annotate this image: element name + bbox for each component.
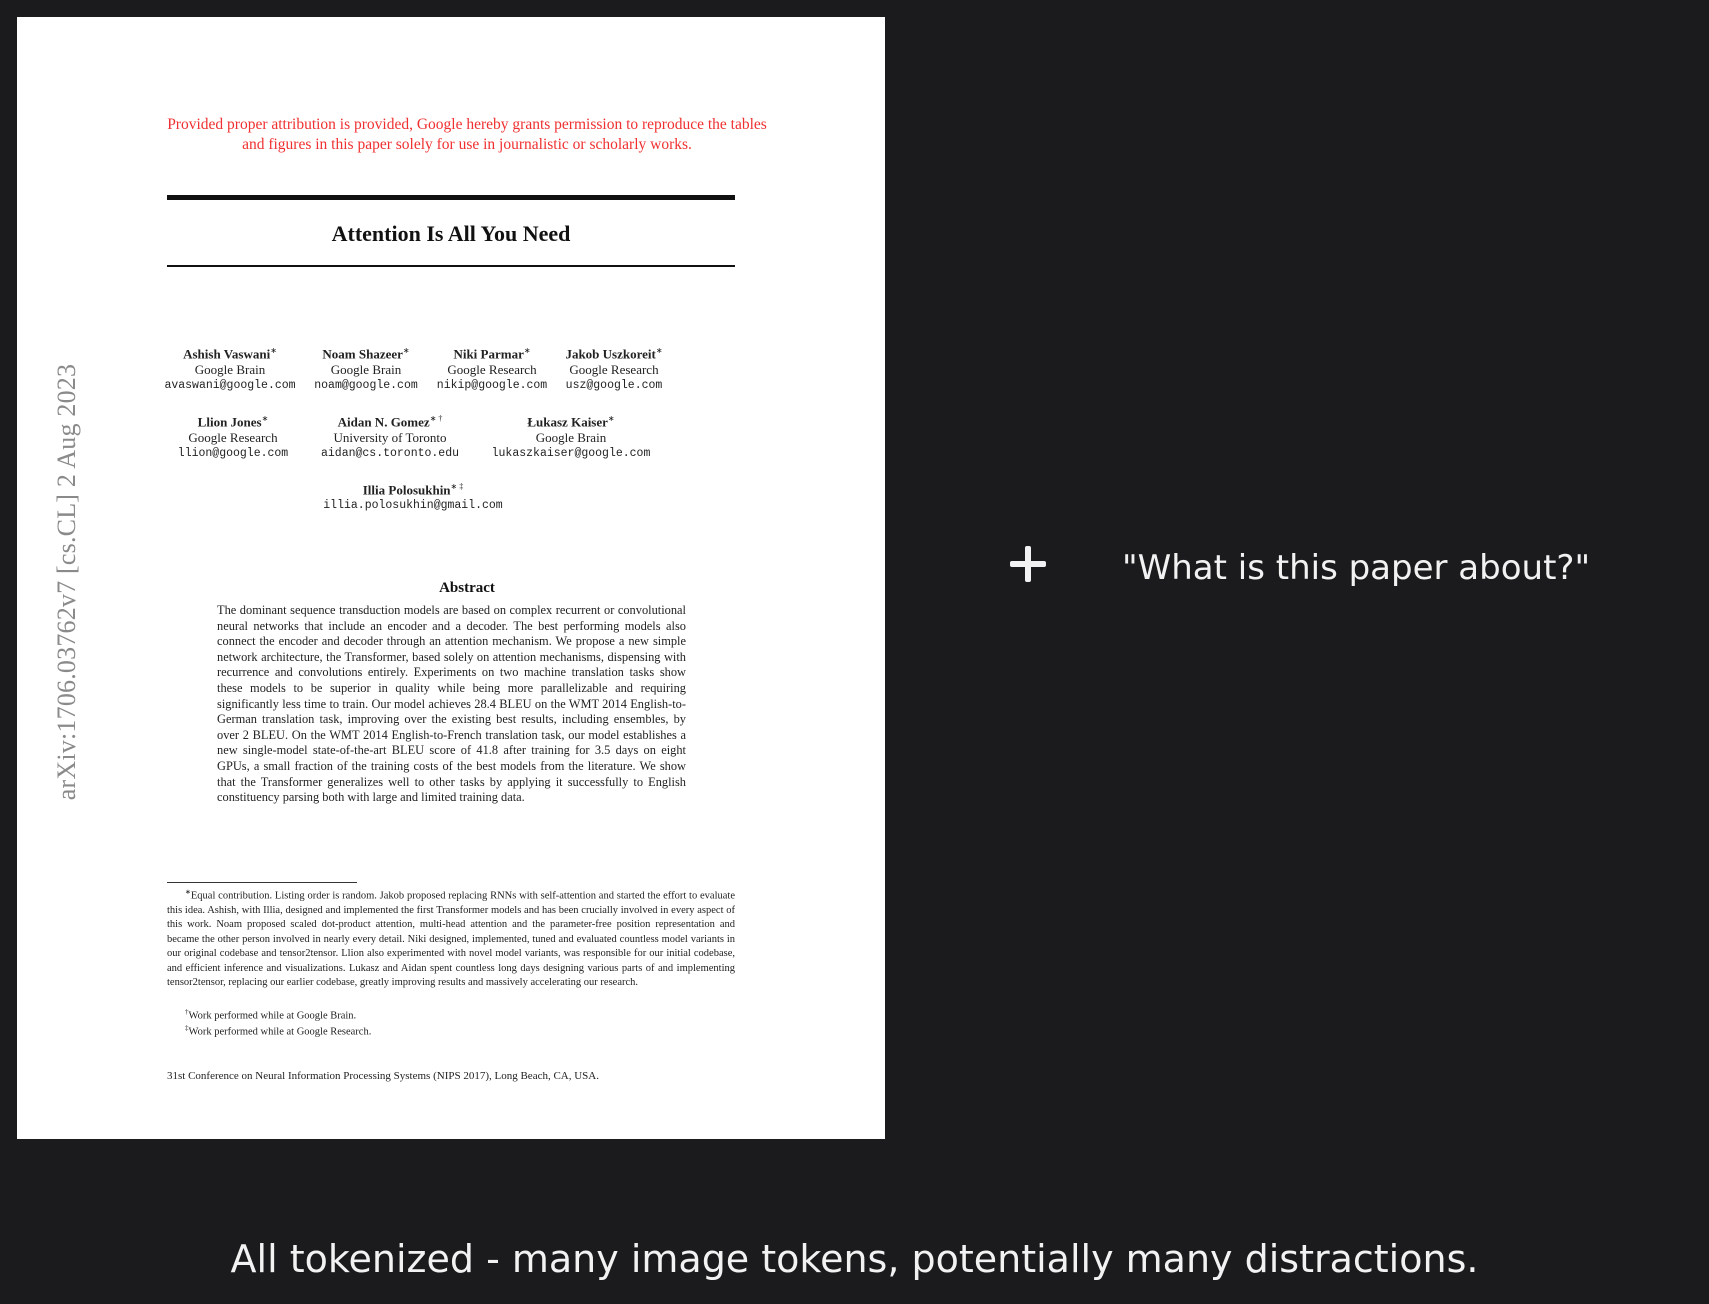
footnote-text: Equal contribution. Listing order is random. Jakob proposed replacing RNNs with self-attention and started the effort to evaluate this idea. Ashish, with Illia, designed and implemented the first Transformer models and has been crucially involved in every aspect of this work. Noam proposed scaled dot-product attention, multi-head attention and the parameter-free position representation and became the other person involved in nearly every detail. Niki designed, implemented, tuned and evaluated countless model variants in our original codebase and tensor2tensor. Llion also experimented with novel model variants, was responsible for our initial codebase, and efficient inference and visualizations. Lukasz and Aidan spent countless long days designing various parts of and implementing tensor2tensor, replacing our earlier codebase, greatly improving results and massively accelerating our research. — [167, 890, 735, 988]
abstract-text: The dominant sequence transduction models are based on complex recurrent or convolutional neural networks that include an encoder and a decoder. The best performing models also connect the encoder and decoder through an attention mechanism. We propose a new simple network architecture, the Transformer, based solely on attention mechanisms, dispensing with recurrence and convolutions entirely. Experiments on two machine translation tasks show these models to be superior in quality while being more parallelizable and requiring significantly less time to train. Our model achieves 28.4 BLEU on the WMT 2014 English-to-German translation task, improving over the existing best results, including ensembles, by over 2 BLEU. On the WMT 2014 English-to-French translation task, our model establishes a new single-model state-of-the-art BLEU score of 41.8 after training for 3.5 days on eight GPUs, a small fraction of the training costs of the best models from the literature. We show that the Transformer generalizes well to other tasks by applying it successfully to English constituency parsing both with large and limited training data. — [217, 603, 686, 805]
author-block — [323, 479, 502, 514]
author-block — [164, 343, 295, 394]
footnote-rule — [167, 882, 357, 883]
author-name: Ashish Vaswani — [183, 346, 271, 362]
footnote-mark: ∗ — [185, 888, 191, 896]
caption-text: All tokenized - many image tokens, potentially many distractions. — [230, 1237, 1479, 1281]
author-mark: ∗ — [655, 346, 663, 355]
author-affiliation: Google Brain — [330, 362, 402, 378]
author-affiliation: Google Research — [447, 362, 537, 378]
author-affiliation: Google Brain — [194, 362, 266, 378]
author-affiliation: Google Research — [569, 362, 659, 378]
footnote-text: Work performed while at Google Research. — [188, 1026, 372, 1038]
footnote-equal-contribution — [167, 885, 735, 990]
author-name: Jakob Uszkoreit — [565, 346, 656, 362]
author-mark: ∗ — [523, 346, 531, 355]
author-mark: ∗ — [607, 414, 615, 423]
author-mark: ∗ — [270, 346, 277, 355]
author-email: noam@google.com — [314, 379, 418, 393]
author-email: nikip@google.com — [436, 379, 548, 393]
author-mark: ∗ — [402, 346, 410, 355]
author-block — [314, 343, 418, 394]
author-email: aidan@cs.toronto.edu — [320, 447, 460, 461]
author-affiliation: Google Brain — [535, 430, 607, 446]
footnote-text: Work performed while at Google Brain. — [188, 1010, 357, 1022]
question-text: "What is this paper about?" — [1122, 548, 1591, 588]
author-mark: ∗ — [261, 414, 269, 423]
author-block — [492, 411, 651, 462]
paper-title: Attention Is All You Need — [331, 221, 571, 246]
author-affiliation: University of Toronto — [333, 430, 447, 446]
author-block — [178, 411, 288, 462]
author-affiliation: Google Research — [188, 430, 278, 446]
author-name: Illia Polosukhin — [362, 482, 451, 498]
plus-icon — [1010, 546, 1046, 582]
author-email: illia.polosukhin@gmail.com — [323, 499, 503, 513]
footnote-mark: ‡ — [185, 1024, 189, 1032]
title-rule-bottom — [167, 265, 735, 267]
author-name: Łukasz Kaiser — [527, 414, 608, 430]
author-email: avaswani@google.com — [164, 379, 296, 393]
permission-notice: Provided proper attribution is provided, Google hereby grants permission to reproduce the tables and figures in this paper solely for use in journalistic or scholarly works. — [167, 116, 767, 153]
author-email: usz@google.com — [565, 379, 663, 393]
author-block — [437, 343, 547, 394]
abstract-heading: Abstract — [439, 580, 495, 596]
title-rule-top — [167, 195, 735, 200]
author-email: lukaszkaiser@google.com — [491, 447, 651, 461]
footnote-mark: † — [185, 1008, 189, 1016]
author-email: llion@google.com — [177, 447, 289, 461]
author-name: Llion Jones — [197, 414, 262, 430]
arxiv-id: arXiv:1706.03762v7 [cs.CL] 2 Aug 2023 — [52, 363, 81, 801]
paper-page — [17, 17, 885, 1139]
footnote-google-research — [185, 1021, 735, 1040]
author-block — [565, 343, 662, 394]
author-name: Niki Parmar — [453, 346, 524, 362]
author-block — [321, 411, 459, 462]
conference-note: 31st Conference on Neural Information Processing Systems (NIPS 2017), Long Beach, CA, USA. — [167, 1070, 599, 1082]
author-name: Noam Shazeer — [322, 346, 403, 362]
author-name: Aidan N. Gomez — [337, 414, 430, 430]
author-mark: ∗ ‡ — [450, 482, 464, 491]
author-mark: ∗ † — [429, 414, 443, 423]
